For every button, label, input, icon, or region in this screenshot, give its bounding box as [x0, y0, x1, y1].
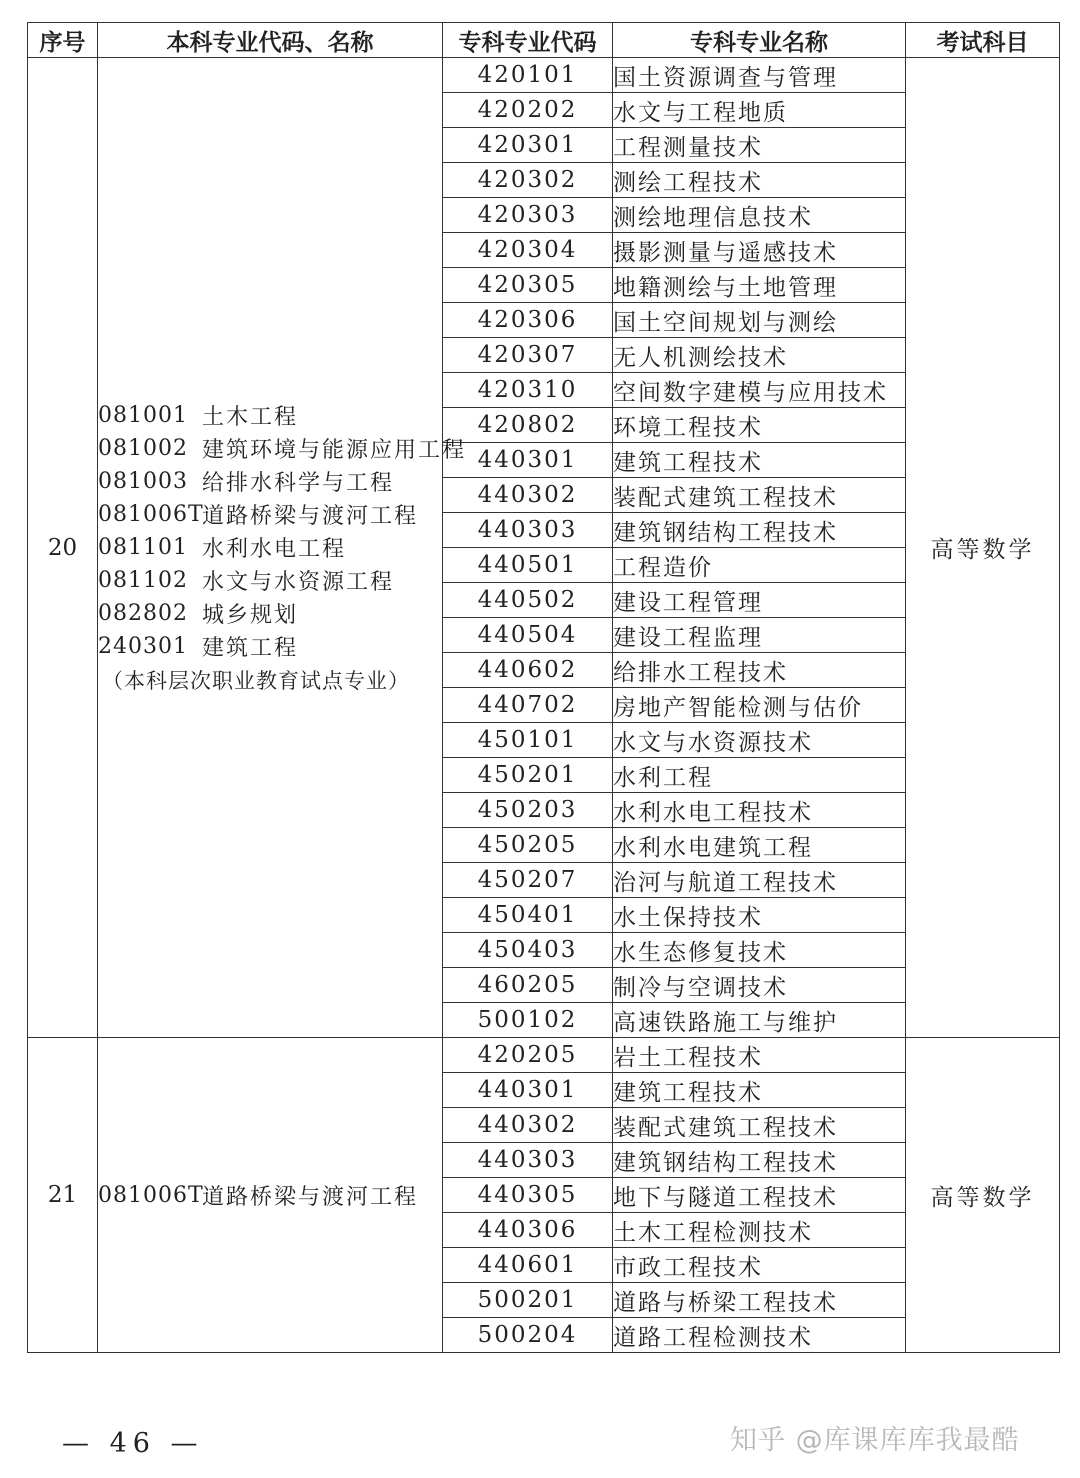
vocational-code: 440602 [443, 653, 613, 688]
vocational-name: 水文与水资源技术 [613, 723, 906, 758]
vocational-code: 500102 [443, 1003, 613, 1038]
exam-subject: 高等数学 [906, 1038, 1060, 1353]
vocational-code: 440302 [443, 478, 613, 513]
vocational-code: 440306 [443, 1213, 613, 1248]
bachelor-major-name: 水文与水资源工程 [202, 570, 395, 595]
vocational-name: 工程造价 [613, 548, 906, 583]
vocational-name: 水利水电工程技术 [613, 793, 906, 828]
header-seq: 序号 [28, 23, 98, 58]
vocational-name: 工程测量技术 [613, 128, 906, 163]
vocational-name: 国土资源调查与管理 [613, 58, 906, 93]
vocational-code: 500204 [443, 1318, 613, 1353]
vocational-code: 420306 [443, 303, 613, 338]
bachelor-major-code: 081006T [98, 502, 204, 527]
page-number: — 46 — [62, 1428, 204, 1459]
vocational-name: 道路与桥梁工程技术 [613, 1283, 906, 1318]
vocational-name: 空间数字建模与应用技术 [613, 373, 906, 408]
bachelor-major-item [98, 597, 442, 630]
vocational-code: 450403 [443, 933, 613, 968]
table-row [28, 58, 1060, 93]
vocational-code: 450203 [443, 793, 613, 828]
vocational-code: 440702 [443, 688, 613, 723]
bachelor-major-name: 道路桥梁与渡河工程 [202, 504, 419, 529]
vocational-name: 建设工程管理 [613, 583, 906, 618]
vocational-code: 420303 [443, 198, 613, 233]
vocational-code: 440301 [443, 443, 613, 478]
vocational-name: 水土保持技术 [613, 898, 906, 933]
bachelor-major-item [98, 564, 442, 597]
header-name: 专科专业名称 [613, 23, 906, 58]
bachelor-major-name: 城乡规划 [202, 603, 299, 628]
vocational-name: 水生态修复技术 [613, 933, 906, 968]
vocational-name: 水利工程 [613, 758, 906, 793]
header-row [28, 23, 1060, 58]
vocational-name: 地下与隧道工程技术 [613, 1178, 906, 1213]
vocational-code: 420802 [443, 408, 613, 443]
bachelor-note: （本科层次职业教育试点专业） [102, 668, 410, 693]
bachelor-major-code: 240301 [98, 634, 188, 659]
vocational-code: 450207 [443, 863, 613, 898]
watermark: 知乎 @库课库库我最酷 [730, 1425, 1020, 1456]
exam-subject: 高等数学 [906, 58, 1060, 1038]
vocational-name: 测绘工程技术 [613, 163, 906, 198]
vocational-code: 450205 [443, 828, 613, 863]
bachelor-major-item [98, 465, 442, 498]
vocational-code: 440305 [443, 1178, 613, 1213]
vocational-name: 无人机测绘技术 [613, 338, 906, 373]
vocational-code: 420307 [443, 338, 613, 373]
vocational-code: 420202 [443, 93, 613, 128]
vocational-name: 水文与工程地质 [613, 93, 906, 128]
vocational-name: 房地产智能检测与估价 [613, 688, 906, 723]
bachelor-major-name: 道路桥梁与渡河工程 [202, 1184, 419, 1210]
bachelor-major-code: 081002 [98, 436, 188, 461]
vocational-code: 450101 [443, 723, 613, 758]
vocational-name: 高速铁路施工与维护 [613, 1003, 906, 1038]
vocational-name: 建筑钢结构工程技术 [613, 1143, 906, 1178]
bachelor-major-item [98, 399, 442, 432]
vocational-name: 装配式建筑工程技术 [613, 1108, 906, 1143]
vocational-name: 道路工程检测技术 [613, 1318, 906, 1353]
bachelor-major-name: 给排水科学与工程 [202, 471, 395, 496]
vocational-name: 建筑工程技术 [613, 443, 906, 478]
vocational-code: 440501 [443, 548, 613, 583]
vocational-code: 420302 [443, 163, 613, 198]
bachelor-major-item [98, 432, 467, 465]
vocational-name: 建筑钢结构工程技术 [613, 513, 906, 548]
vocational-name: 装配式建筑工程技术 [613, 478, 906, 513]
bachelor-major-code: 081006T [98, 1182, 204, 1208]
bachelor-major-name: 土木工程 [202, 405, 299, 430]
vocational-name: 治河与航道工程技术 [613, 863, 906, 898]
bachelor-major-code: 081001 [98, 403, 188, 428]
majors-table [27, 22, 1060, 1353]
vocational-code: 440302 [443, 1108, 613, 1143]
vocational-name: 测绘地理信息技术 [613, 198, 906, 233]
bachelor-major-code: 081101 [98, 535, 188, 560]
vocational-name: 给排水工程技术 [613, 653, 906, 688]
bachelor-major-item [98, 498, 442, 531]
vocational-name: 地籍测绘与土地管理 [613, 268, 906, 303]
vocational-code: 420310 [443, 373, 613, 408]
vocational-name: 岩土工程技术 [613, 1038, 906, 1073]
bachelor-major-name: 建筑工程 [202, 636, 299, 661]
bachelor-major-item [98, 531, 442, 564]
vocational-code: 420205 [443, 1038, 613, 1073]
vocational-code: 440303 [443, 513, 613, 548]
vocational-code: 420304 [443, 233, 613, 268]
bachelor-majors-cell [98, 1038, 443, 1353]
vocational-code: 440303 [443, 1143, 613, 1178]
header-exam: 考试科目 [906, 23, 1060, 58]
vocational-code: 450201 [443, 758, 613, 793]
vocational-code: 460205 [443, 968, 613, 1003]
vocational-name: 国土空间规划与测绘 [613, 303, 906, 338]
vocational-name: 水利水电建筑工程 [613, 828, 906, 863]
vocational-name: 土木工程检测技术 [613, 1213, 906, 1248]
vocational-name: 环境工程技术 [613, 408, 906, 443]
table-row [28, 1038, 1060, 1073]
vocational-code: 500201 [443, 1283, 613, 1318]
bachelor-major-code: 081102 [98, 568, 188, 593]
table-body [28, 58, 1060, 1353]
bachelor-major-code: 082802 [98, 601, 188, 626]
vocational-name: 制冷与空调技术 [613, 968, 906, 1003]
bachelor-major-code: 081003 [98, 469, 188, 494]
vocational-name: 市政工程技术 [613, 1248, 906, 1283]
vocational-code: 440502 [443, 583, 613, 618]
header-bachelor: 本科专业代码、名称 [98, 23, 443, 58]
vocational-code: 440504 [443, 618, 613, 653]
bachelor-major-name: 建筑环境与能源应用工程 [202, 438, 467, 463]
bachelor-major-item [98, 1179, 442, 1212]
vocational-name: 建设工程监理 [613, 618, 906, 653]
vocational-code: 450401 [443, 898, 613, 933]
vocational-code: 420301 [443, 128, 613, 163]
bachelor-major-name: 水利水电工程 [202, 537, 347, 562]
vocational-code: 440601 [443, 1248, 613, 1283]
vocational-code: 420101 [443, 58, 613, 93]
vocational-name: 摄影测量与遥感技术 [613, 233, 906, 268]
bachelor-majors-cell [98, 58, 467, 1038]
row-seq: 21 [28, 1038, 98, 1353]
row-seq: 20 [28, 58, 98, 1038]
bachelor-major-item [98, 630, 442, 663]
vocational-name: 建筑工程技术 [613, 1073, 906, 1108]
header-code: 专科专业代码 [443, 23, 613, 58]
vocational-code: 420305 [443, 268, 613, 303]
vocational-code: 440301 [443, 1073, 613, 1108]
